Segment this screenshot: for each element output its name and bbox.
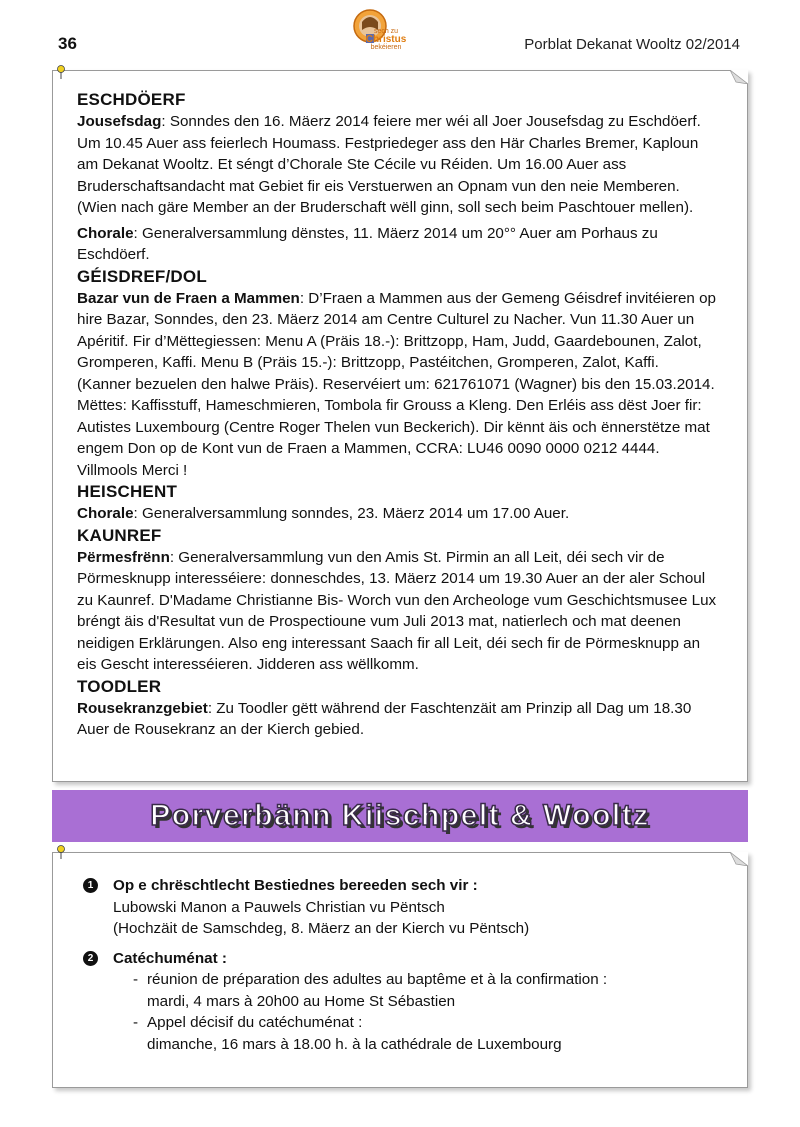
paragraph: Rousekranzgebiet: Zu Toodler gëtt während der Faschtenzäit am Prinzip all Dag um 18.30 Auer de Rousekranz an der Kierch gebied. [77, 699, 692, 738]
announcements-box [52, 852, 748, 1088]
section-heischent [77, 481, 717, 525]
section-heading: KAUNREF [77, 525, 162, 545]
section-banner [52, 790, 748, 842]
banner-title: Porverbänn Kiischpelt & Wooltz [150, 799, 650, 832]
logo-caption: sech zu Christus bekéieren [365, 28, 407, 51]
announcement-title: Op e chrëschtlecht Bestiednes bereeden sech vir : [113, 877, 478, 894]
paragraph: Jousefsdag: Sonndes den 16. Mäerz 2014 feiere mer wéi all Joer Jousefsdag zu Eschdöerf. Um 10.45 Auer ass feierlech Houmass. Festpriedeger ass den Här Charles Bremer, Kaploun am Dekanat Wooltz. Et séngt d’Chorale Ste Cécile vu Réiden. Um 16.00 Auer ass Bruderschaftsandacht mat Gebiet fir eis Verstuerwen an Opnam vun den neie Memberen. (Wien nach gäre Member an der Bruderschaft wëll ginn, soll sech beim Paschtouer mellen). [77, 113, 701, 216]
announcements [83, 875, 713, 1063]
page-curl-icon [730, 70, 748, 84]
paragraph: Chorale: Generalversammlung sonndes, 23. Mäerz 2014 um 17.00 Auer. [77, 505, 570, 522]
announcement-item [83, 948, 713, 1056]
section-kaunref [77, 525, 717, 676]
page-curl-icon [730, 852, 748, 866]
number-bullet-icon: 1 [83, 878, 98, 893]
paragraph: Chorale: Generalversammlung dënstes, 11. Mäerz 2014 um 20°° Auer am Porhaus zu Eschdöerf. [77, 224, 658, 263]
paragraph: Përmesfrënn: Generalversammlung vun den Amis St. Pirmin an all Leit, déi sech vir de Pörmesknupp interesséiere: donneschdes, 13. Mäerz 2014 um 19.30 Auer an der aler Schoul zu Kaunref. D'Madame Christianne Bis- Worch vun den Archeologe vum Geschichtsmusee Lux bréngt äis d'Resultat vun de Prospectioune vum Juli 2013 mat, natierlech och mat deenen neidigen Erklärungen. Also eng interessant Saach fir all Leit, déi sech fir de Pörmesknupp an eis Gescht interesséieren. Jidderen ass wëllkomm. [77, 548, 717, 673]
announcement-subitem: - réunion de préparation des adultes au baptême et à la confirmation : mardi, 4 mars à 20h00 au Home St Sébastien [133, 971, 608, 1010]
pin-icon [56, 65, 66, 79]
section-eschdoerf [77, 89, 717, 266]
section-heading: HEISCHENT [77, 482, 178, 501]
pin-icon [56, 845, 66, 859]
paragraph: Bazar vun de Fraen a Mammen: D’Fraen a Mammen aus der Gemeng Géisdref invitéieren op hire Bazar, Sonndes, den 23. Mäerz 2014 am Centre Culturel zu Nacher. Vun 11.30 Auer un Apéritif. Fir d’Mëttegiessen: Menu A (Präis 18.-): Brittzopp, Ham, Judd, Gaardebounen, Zalot, Gromperen, Kaffi. Menu B (Präis 15.-): Brittzopp, Pastéitchen, Gromperen, Zalot, Kaffi. (Kanner bezuelen den halwe Präis). Reservéiert um: 621761071 (Wagner) bis den 15.03.2014. Mëttes: Kaffisstuff, Hameschmieren, Tombola fir Grouss a Kleng. Den Erléis ass dëst Joer fir: Autistes Luxembourg (Centre Roger Thelen vun Beckerich). Dir kënnt äis och ënnerstëtze mat engem Don op de Kont vun de Fraen a Mammen, CCRA: LU46 0090 0000 0212 4444. Villmools Merci ! [77, 289, 716, 479]
section-heading: TOODLER [77, 676, 162, 696]
parish-news-box [52, 70, 748, 782]
announcement-item [83, 875, 713, 940]
announcement-line: (Hochzäit de Samschdeg, 8. Mäerz an der Kierch vu Pëntsch) [113, 920, 530, 937]
section-heading: GÉISDREF/DOL [77, 266, 207, 286]
dash-bullet: - [133, 971, 139, 988]
header-title: Porblat Dekanat Wooltz 02/2014 [524, 36, 740, 53]
section-geisdref [77, 266, 717, 482]
dash-bullet: - [133, 1014, 139, 1031]
announcement-title: Catéchuménat : [113, 949, 227, 967]
section-heading: ESCHDÖERF [77, 90, 186, 109]
announcement-line: Lubowski Manon a Pauwels Christian vu Pëntsch [113, 898, 445, 916]
section-toodler [77, 676, 717, 741]
parish-news [77, 89, 717, 741]
page-number: 36 [58, 34, 77, 53]
number-bullet-icon: 2 [83, 951, 98, 966]
announcement-subitem: - Appel décisif du catéchuménat : dimanche, 16 mars à 18.00 h. à la cathédrale de Luxembourg [133, 1014, 562, 1053]
